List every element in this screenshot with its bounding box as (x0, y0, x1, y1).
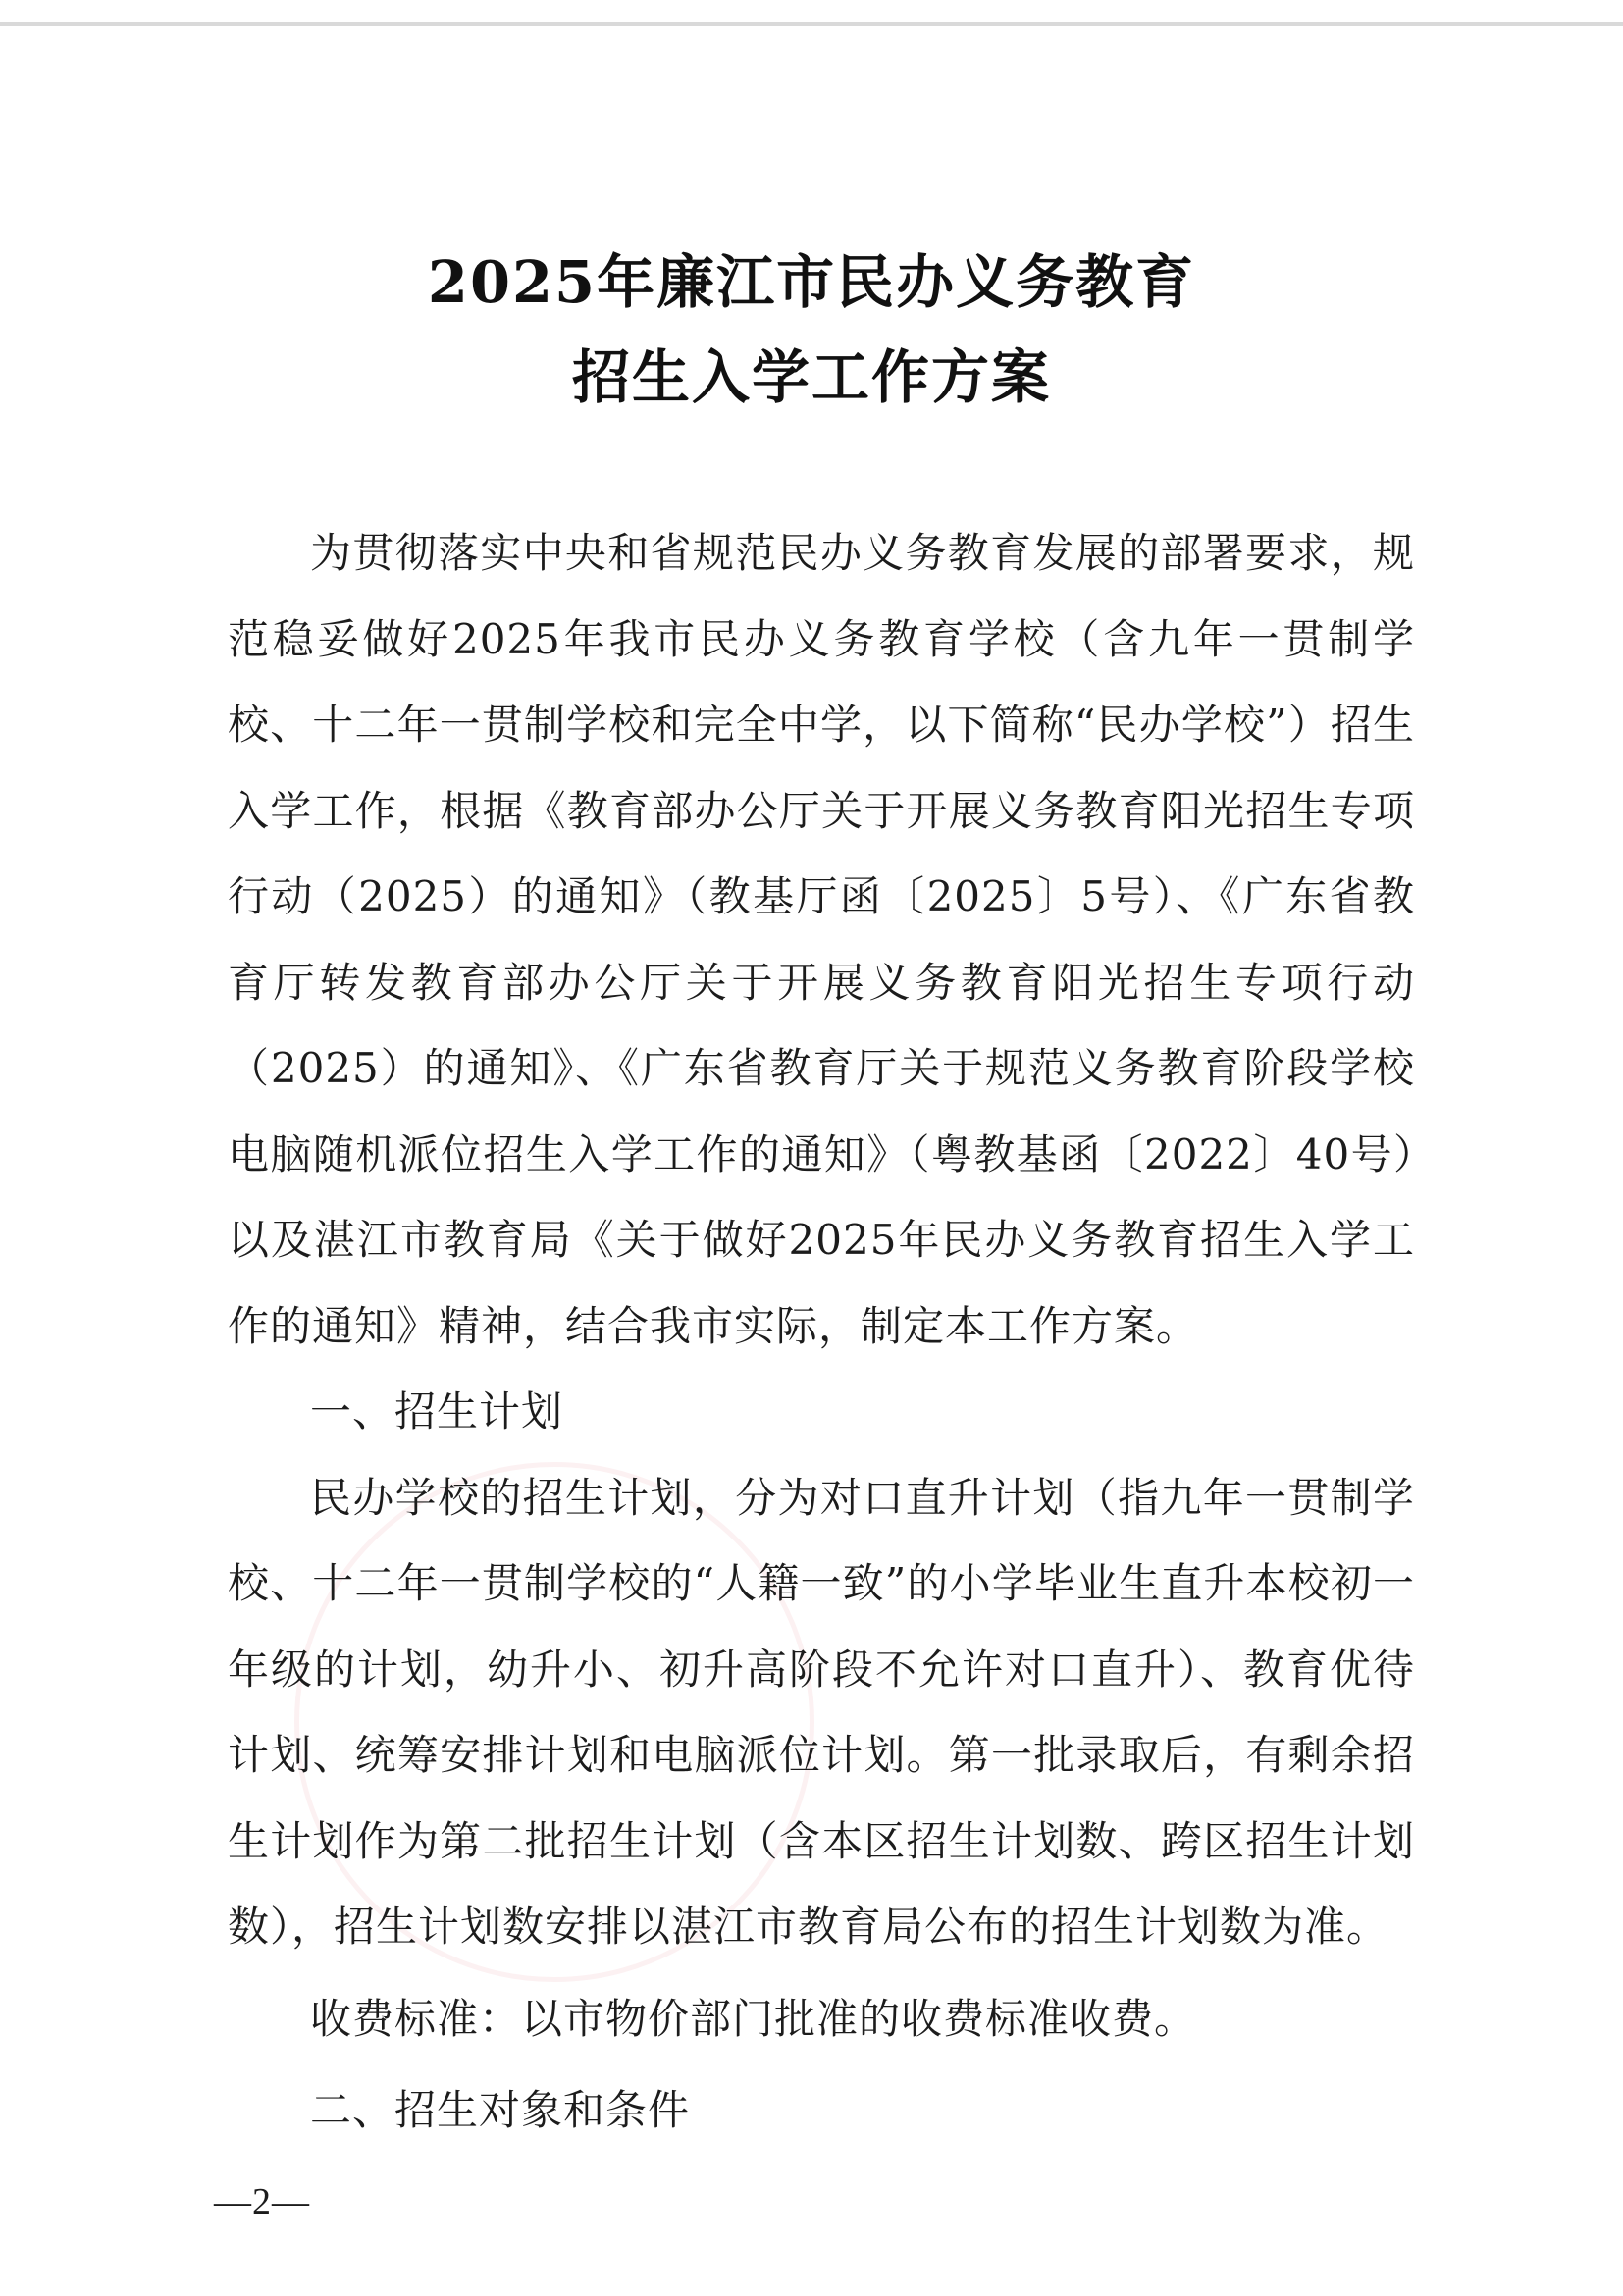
section-1-paragraph: 民办学校的招生计划，分为对口直升计划（指九年一贯制学校、十二年一贯制学校的“人籍一致”的小学毕业生直升本校初一年级的计划，幼升小、初升高阶段不允许对口直升）、教育优待计划、统筹安排计划和电脑派位计划。第一批录取后，有剩余招生计划作为第二批招生计划（含本区招生计划数、跨区招生计划数），招生计划数安排以湛江市教育局公布的招生计划数为准。 (228, 1473, 1415, 1951)
document-title-line-2: 招生入学工作方案 (571, 343, 1051, 411)
page-number: —2— (214, 2181, 310, 2222)
scan-top-edge (0, 22, 1623, 26)
section-2-heading: 二、招生对象和条件 (310, 2086, 691, 2134)
document-title-line-1: 2025年廉江市民办义务教育 (427, 248, 1196, 316)
fee-standard-paragraph: 收费标准：以市物价部门批准的收费标准收费。 (310, 1994, 1197, 2043)
intro-paragraph: 为贯彻落实中央和省规范民办义务教育发展的部署要求，规范稳妥做好2025年我市民办义务教育学校（含九年一贯制学校、十二年一贯制学校和完全中学，以下简称“民办学校”）招生入学工作，根据《教育部办公厅关于开展义务教育阳光招生专项行动（2025）的通知》（教基厅函〔2025〕5号）、《广东省教育厅转发教育部办公厅关于开展义务教育阳光招生专项行动（2025）的通知》、《广东省教育厅关于规范义务教育阶段学校电脑随机派位招生入学工作的通知》（粤教基函〔2022〕40号）以及湛江市教育局《关于做好2025年民办义务教育招生入学工作的通知》精神，结合我市实际，制定本工作方案。 (228, 529, 1415, 1350)
section-1-heading: 一、招生计划 (310, 1387, 564, 1435)
document-body (228, 510, 1415, 2154)
